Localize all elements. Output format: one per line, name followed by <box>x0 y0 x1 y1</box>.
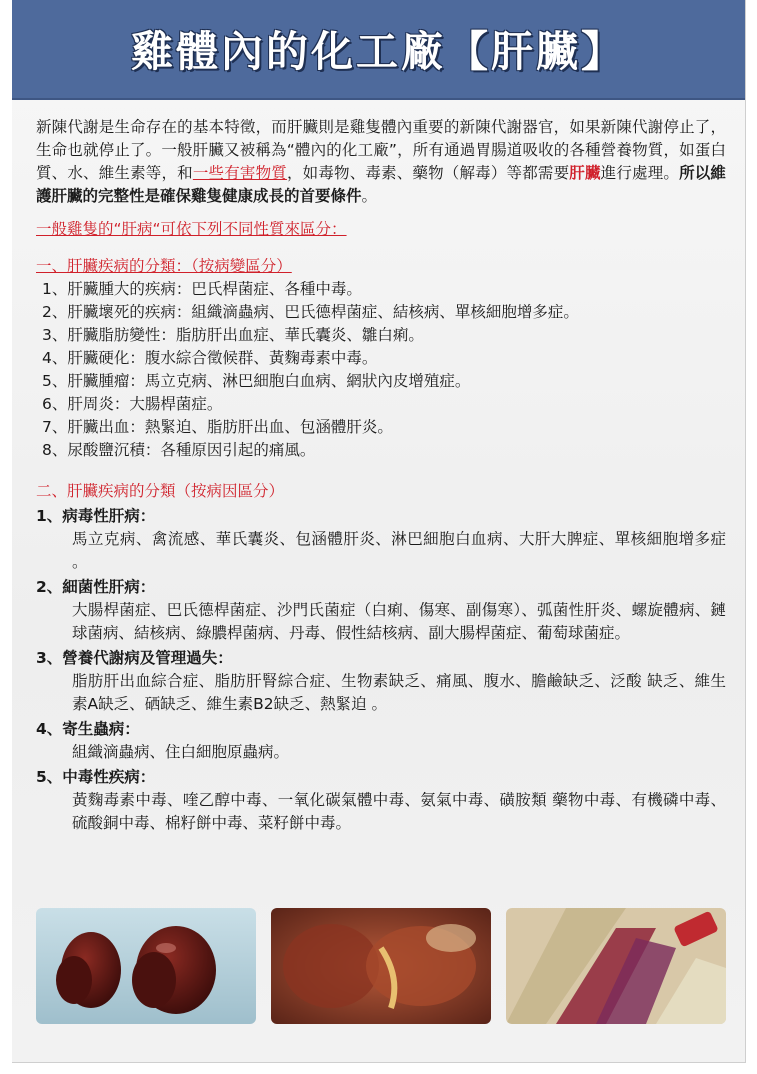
section1-list <box>36 278 726 462</box>
list-item: 4、肝臟硬化：腹水綜合徵候群、黃麴毒素中毒。 <box>42 349 378 367</box>
cause-body: 大腸桿菌症、巴氏德桿菌症、沙門氏菌症（白痢、傷寒、副傷寒）、弧菌性肝炎、螺旋體病、鏈球菌病、結核病、綠膿桿菌病、丹毒、假性結核病、副大腸桿菌症、葡萄球菌症。 <box>72 601 726 642</box>
feathered-chicken-photo <box>506 908 726 1024</box>
classify-heading: 一般雞隻的“肝病“可依下列不同性質來區分： <box>36 220 347 238</box>
liver-photo <box>36 908 256 1024</box>
intro-text-1: 新陳代謝是生命存在的基本特徵，而肝臟則是雞隻體內重要的新陳代謝器官，如果新陳代謝停止了，生命也就停止了。一般肝臟又被稱為“體內的化工廠”，所有通過胃腸道吸收的各種營養物質，如蛋白質、水、維生素等，和 <box>36 118 726 182</box>
title-banner <box>12 0 745 100</box>
cause-title: 1、病毒性肝病： <box>36 507 156 525</box>
photo-strip <box>36 908 726 1028</box>
intro-paragraph <box>36 116 726 208</box>
intro-end: 。 <box>361 187 378 205</box>
list-item: 2、肝臟壞死的疾病：組織滴蟲病、巴氏德桿菌症、結核病、單核細胞增多症。 <box>42 303 579 321</box>
harmful-substances-highlight: 一些有害物質 <box>192 164 287 182</box>
cause-body: 黃麴毒素中毒、喹乙醇中毒、一氧化碳氣體中毒、氨氣中毒、磺胺類 藥物中毒、有機磷中毒、硫酸銅中毒、棉籽餅中毒、菜籽餅中毒。 <box>72 791 726 832</box>
page-title: 雞體內的化工廠【肝臟】 <box>130 27 626 76</box>
cause-body: 組織滴蟲病、住白細胞原蟲病。 <box>72 743 290 761</box>
cause-body: 馬立克病、禽流感、華氏囊炎、包涵體肝炎、淋巴細胞白血病、大肝大脾症、單核細胞增多症 。 <box>72 530 726 571</box>
cause-title: 3、營養代謝病及管理過失： <box>36 649 233 667</box>
section1-heading: 一、肝臟疾病的分類：（按病變區分） <box>36 257 292 275</box>
list-item: 1、肝臟腫大的疾病：巴氏桿菌症、各種中毒。 <box>42 280 362 298</box>
list-item: 6、肝周炎：大腸桿菌症。 <box>42 395 223 413</box>
liver-highlight: 肝臟 <box>569 164 601 182</box>
cause-title: 4、寄生蟲病： <box>36 720 140 738</box>
list-item: 3、肝臟脂肪變性：脂肪肝出血症、華氏囊炎、雛白痢。 <box>42 326 424 344</box>
section2-list <box>36 505 726 835</box>
list-item: 8、尿酸鹽沉積：各種原因引起的痛風。 <box>42 441 316 459</box>
intro-text-3: 進行處理。 <box>600 164 680 182</box>
section2-heading: 二、肝臟疾病的分類（按病因區分） <box>36 482 285 500</box>
opened-chicken-photo <box>271 908 491 1024</box>
list-item: 5、肝臟腫瘤：馬立克病、淋巴細胞白血病、網狀內皮增殖症。 <box>42 372 471 390</box>
list-item: 7、肝臟出血：熱緊迫、脂肪肝出血、包涵體肝炎。 <box>42 418 393 436</box>
cause-title: 5、中毒性疾病： <box>36 768 156 786</box>
intro-text-2: ，如毒物、毒素、藥物（解毒）等都需要 <box>286 164 570 182</box>
intro-emphasis: 所以維護肝臟的完整性是確保雞隻健康成長的首要條件 <box>36 164 726 205</box>
cause-title: 2、細菌性肝病： <box>36 578 156 596</box>
cause-body: 脂肪肝出血綜合症、脂肪肝腎綜合症、生物素缺乏、痛風、腹水、膽鹼缺乏、泛酸 缺乏、維生素A缺乏、硒缺乏、維生素B2缺乏、熱緊迫 。 <box>72 672 726 713</box>
content <box>36 116 726 835</box>
